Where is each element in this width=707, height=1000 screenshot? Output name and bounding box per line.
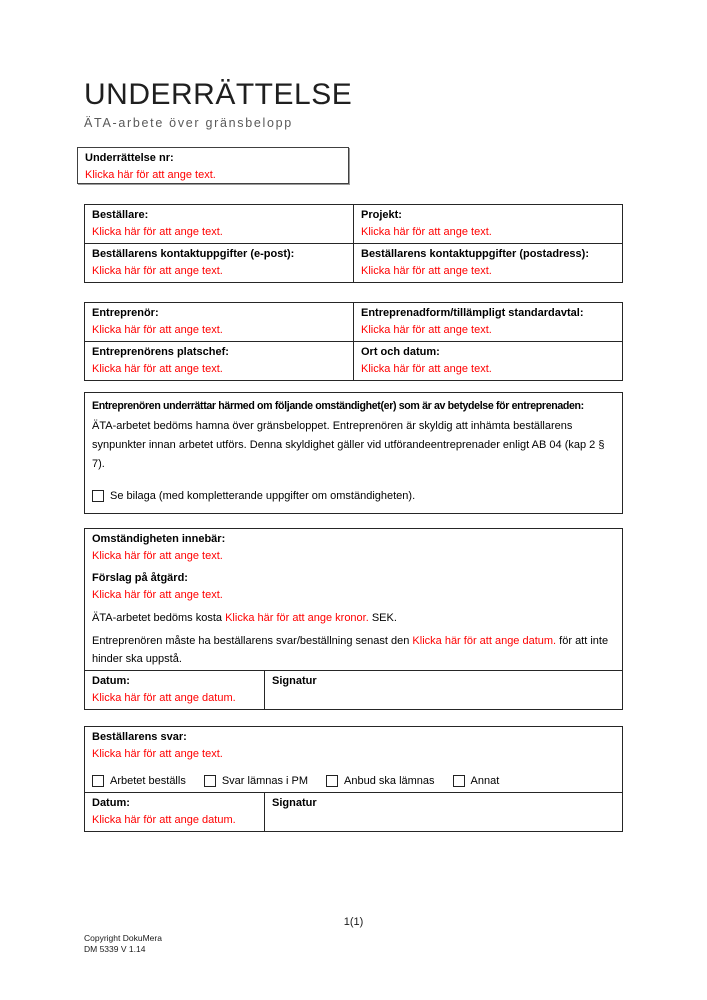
contractor-table [84,302,623,381]
cost-prefix: ÄTA-arbetet bedöms kosta [92,612,223,624]
kontakt-epost-label: Beställarens kontaktuppgifter (e-post): [92,248,295,260]
deadline-date-field[interactable]: Klicka här för att ange datum. [412,635,557,647]
datum-label: Datum: [92,675,130,687]
notification-heading: Entreprenören underrättar härmed om följande omständighet(er) som är av betydelse för entreprenaden: [92,400,584,412]
copyright-line2: DM 5339 V 1.14 [84,943,146,954]
platschef-field[interactable]: Klicka här för att ange text. [92,363,223,375]
checkbox-icon[interactable] [326,775,338,787]
table-row [85,671,623,710]
option-annat [453,772,500,790]
entreprenor-label: Entreprenör: [92,307,159,319]
contractor-signature-cell [265,671,623,710]
option-svar-lamnas-i-pm [204,772,308,790]
datum-label: Datum: [92,797,130,809]
copyright-block [84,933,162,954]
contractor-date-field[interactable]: Klicka här för att ange datum. [92,692,236,704]
circumstance-cell [85,529,623,671]
client-date-cell [85,793,265,832]
cell-entreprenadform [354,303,623,342]
client-response-table [84,726,623,832]
cell-platschef [85,342,354,381]
kontakt-postadress-field[interactable]: Klicka här för att ange text. [361,265,492,277]
bestallare-label: Beställare: [92,209,149,221]
option-anbud-ska-lamnas [326,772,435,790]
svar-field[interactable]: Klicka här för att ange text. [92,748,223,760]
platschef-label: Entreprenörens platschef: [92,346,229,358]
notice-number-box [77,147,349,184]
table-row [85,342,623,381]
entreprenor-field[interactable]: Klicka här för att ange text. [92,324,223,336]
option-arbetet-bestalls [92,772,186,790]
cell-projekt [354,205,623,244]
contractor-date-cell [85,671,265,710]
ort-datum-label: Ort och datum: [361,346,440,358]
checkbox-label: Anbud ska lämnas [344,775,435,787]
table-row [85,727,623,793]
bilaga-checkbox-label: Se bilaga (med kompletterande uppgifter om omständigheten). [110,490,416,502]
checkbox-icon[interactable] [92,490,104,502]
atgard-field[interactable]: Klicka här för att ange text. [92,589,223,601]
cell-kontakt-postadress [354,244,623,283]
document-content [84,0,623,832]
notification-box [84,392,623,514]
notice-number-label: Underrättelse nr: [85,152,174,164]
kontakt-postadress-label: Beställarens kontaktuppgifter (postadress): [361,248,589,260]
notification-body: ÄTA-arbetet bedöms hamna över gränsbeloppet. Entreprenören är skyldig att inhämta beställarens synpunkter innan arbetet utförs. Denna skyldighet gäller vid utförandeentreprenader enligt AB 04 (kap 2 § 7). [92,420,605,470]
signatur-label: Signatur [272,675,317,687]
deadline-prefix: Entreprenören måste ha beställarens svar/beställning senast den [92,635,410,647]
table-row [85,244,623,283]
response-options [92,772,615,790]
notice-number-field[interactable]: Klicka här för att ange text. [85,169,216,181]
table-row [85,303,623,342]
circumstance-table [84,528,623,710]
ort-datum-field[interactable]: Klicka här för att ange text. [361,363,492,375]
table-row [85,529,623,671]
entreprenadform-label: Entreprenadform/tillämpligt standardavtal: [361,307,584,319]
kontakt-epost-field[interactable]: Klicka här för att ange text. [92,265,223,277]
checkbox-label: Svar lämnas i PM [221,775,309,787]
checkbox-label: Arbetet beställs [110,775,186,787]
cell-kontakt-epost [85,244,354,283]
table-row [85,205,623,244]
client-project-table [84,204,623,283]
bilaga-option [92,487,615,505]
copyright-line1: Copyright DokuMera [84,933,162,943]
cost-suffix: SEK. [371,612,397,624]
response-cell [85,727,623,793]
client-date-field[interactable]: Klicka här för att ange datum. [92,814,236,826]
deadline-suffix: för att inte hinder ska uppstå. [92,635,609,665]
atgard-label: Förslag på åtgärd: [92,572,188,584]
innebar-field[interactable]: Klicka här för att ange text. [92,550,223,562]
checkbox-icon[interactable] [453,775,465,787]
cell-ort-datum [354,342,623,381]
entreprenadform-field[interactable]: Klicka här för att ange text. [361,324,492,336]
projekt-field[interactable]: Klicka här för att ange text. [361,226,492,238]
table-row [85,793,623,832]
bestallare-field[interactable]: Klicka här för att ange text. [92,226,223,238]
cell-entreprenor [85,303,354,342]
deadline-sentence [92,632,615,668]
projekt-label: Projekt: [361,209,402,221]
checkbox-label: Annat [470,775,500,787]
innebar-label: Omständigheten innebär: [92,533,226,545]
checkbox-icon[interactable] [204,775,216,787]
checkbox-icon[interactable] [92,775,104,787]
cost-field[interactable]: Klicka här för att ange kronor. [225,612,369,624]
page-title: UNDERRÄTTELSE [84,78,353,111]
cost-sentence [92,609,615,627]
signatur-label: Signatur [272,797,317,809]
cell-bestallare [85,205,354,244]
page-subtitle: ÄTA-arbete över gränsbelopp [84,116,293,130]
page-number: 1(1) [343,916,364,928]
svar-label: Beställarens svar: [92,731,187,743]
client-signature-cell [265,793,623,832]
